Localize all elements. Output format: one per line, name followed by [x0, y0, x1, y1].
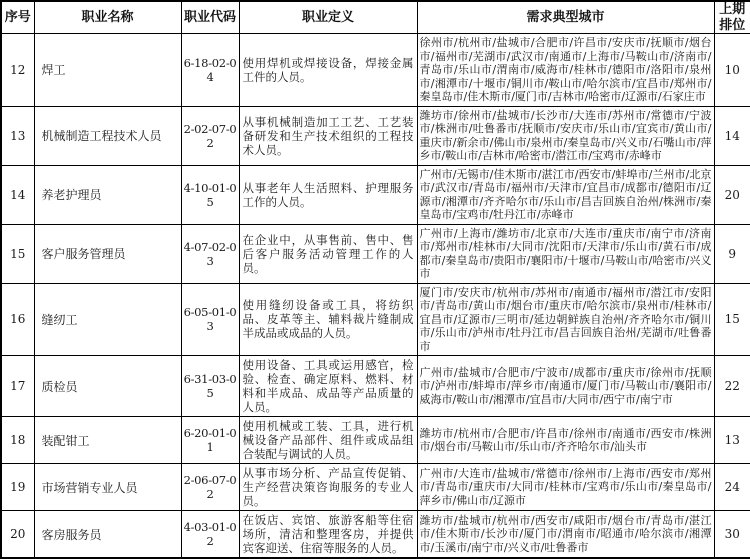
- cell-prev-rank: 13: [714, 417, 750, 464]
- cell-occupation-code: 6-31-03-05: [181, 356, 239, 417]
- cell-prev-rank: 10: [714, 34, 750, 107]
- cell-occupation-code: 4-03-01-02: [181, 511, 239, 559]
- cell-occupation-name: 装配钳工: [34, 417, 181, 464]
- header-definition: 职业定义: [239, 1, 417, 34]
- table-row: [1, 165, 750, 224]
- cell-definition: 从事市场分析、产品宣传促销、生产经营决策咨询服务的专业人员。: [239, 464, 417, 511]
- cell-serial: 15: [1, 224, 34, 283]
- header-occupation-code: 职业代码: [181, 1, 239, 34]
- cell-occupation-name: 焊工: [34, 34, 181, 107]
- cell-cities: 潍坊市/盐城市/杭州市/西安市/咸阳市/烟台市/青岛市/湛江市/佳木斯市/长沙市/厦门市/渭南市/昭通市/哈尔滨市/湘潭市/玉溪市/南宁市/兴义市/吐鲁番市: [417, 511, 714, 559]
- cell-serial: 12: [1, 34, 34, 107]
- header-row: [1, 1, 750, 34]
- cell-prev-rank: 24: [714, 464, 750, 511]
- table-row: [1, 283, 750, 356]
- cell-serial: 14: [1, 165, 34, 224]
- cell-serial: 18: [1, 417, 34, 464]
- cell-prev-rank: 14: [714, 106, 750, 165]
- cell-serial: 17: [1, 356, 34, 417]
- cell-occupation-name: 养老护理员: [34, 165, 181, 224]
- cell-occupation-name: 质检员: [34, 356, 181, 417]
- cell-cities: 广州市/无锡市/佳木斯市/湛江市/西安市/蚌埠市/兰州市/北京市/武汉市/青岛市/福州市/天津市/宜昌市/成都市/德阳市/辽源市/湘潭市/齐齐哈尔市/乐山市/昌吉回族自治州/株洲市/秦皇岛市/宝鸡市/牡丹江市/赤峰市: [417, 165, 714, 224]
- cell-serial: 13: [1, 106, 34, 165]
- cell-prev-rank: 9: [714, 224, 750, 283]
- cell-cities: 广州市/盐城市/合肥市/宁波市/成都市/重庆市/徐州市/抚顺市/泸州市/蚌埠市/萍乡市/南通市/厦门市/马鞍山市/襄阳市/威海市/鞍山市/湘潭市/宜昌市/大同市/西宁市/南宁市: [417, 356, 714, 417]
- cell-cities: 潍坊市/杭州市/合肥市/许昌市/徐州市/南通市/西安市/株洲市/烟台市/马鞍山市/乐山市/齐齐哈尔市/汕头市: [417, 417, 714, 464]
- cell-occupation-name: 市场营销专业人员: [34, 464, 181, 511]
- table-row: [1, 417, 750, 464]
- cell-occupation-code: 4-07-02-03: [181, 224, 239, 283]
- cell-cities: 徐州市/杭州市/盐城市/合肥市/许昌市/安庆市/抚顺市/烟台市/福州市/芜湖市/武汉市/南通市/上海市/马鞍山市/济南市/青岛市/乐山市/渭南市/威海市/桂林市/德阳市/洛阳市/泉州市/湘潭市/十堰市/铜川市/鞍山市/哈尔滨市/宜昌市/郑州市/秦皇岛市/佳木斯市/厦门市/吉林市/哈密市/辽源市/石家庄市: [417, 34, 714, 107]
- cell-occupation-code: 2-02-07-02: [181, 106, 239, 165]
- cell-prev-rank: 22: [714, 356, 750, 417]
- cell-serial: 20: [1, 511, 34, 559]
- cell-prev-rank: 20: [714, 165, 750, 224]
- table-row: [1, 224, 750, 283]
- cell-definition: 使用机械或工装、工具，进行机械设备产品部件、组件或成品组合装配与调试的人员。: [239, 417, 417, 464]
- cell-cities: 厦门市/安庆市/杭州市/苏州市/南通市/福州市/潜江市/安阳市/青岛市/黄山市/烟台市/重庆市/哈尔滨市/泉州市/桂林市/宜昌市/辽源市/三明市/延边朝鲜族自治州/齐齐哈尔市/铜川市/乐山市/泸州市/牡丹江市/昌吉回族自治州/芜湖市/吐鲁番市: [417, 283, 714, 356]
- cell-occupation-name: 客房服务员: [34, 511, 181, 559]
- cell-definition: 从事机械制造加工工艺、工艺装备研发和生产技术组织的工程技术人员。: [239, 106, 417, 165]
- cell-occupation-name: 客户服务管理员: [34, 224, 181, 283]
- cell-serial: 16: [1, 283, 34, 356]
- cell-prev-rank: 30: [714, 511, 750, 559]
- cell-occupation-code: 6-05-01-03: [181, 283, 239, 356]
- cell-occupation-code: 6-20-01-01: [181, 417, 239, 464]
- cell-occupation-code: 2-06-07-02: [181, 464, 239, 511]
- cell-cities: 潍坊市/徐州市/盐城市/长沙市/大连市/苏州市/常德市/宁波市/株洲市/吐鲁番市/抚顺市/安庆市/乐山市/宜宾市/黄山市/重庆市/新余市/佛山市/泉州市/秦皇岛市/兴义市/石嘴山市/萍乡市/鞍山市/吉林市/哈密市/潜江市/宝鸡市/赤峰市: [417, 106, 714, 165]
- cell-occupation-code: 4-10-01-05: [181, 165, 239, 224]
- cell-definition: 使用焊机或焊接设备，焊接金属工件的人员。: [239, 34, 417, 107]
- cell-occupation-code: 6-18-02-04: [181, 34, 239, 107]
- cell-serial: 19: [1, 464, 34, 511]
- cell-definition: 使用设备、工具或运用感官，检验、检查、确定原料、燃料、材料和半成品、成品等产品质量的人员。: [239, 356, 417, 417]
- cell-definition: 在饭店、宾馆、旅游客船等住宿场所，清洁和整理客房，并提供宾客迎送、住宿等服务的人员。: [239, 511, 417, 559]
- cell-occupation-name: 机械制造工程技术人员: [34, 106, 181, 165]
- table-row: [1, 106, 750, 165]
- cell-cities: 广州市/大连市/盐城市/常德市/徐州市/上海市/西安市/郑州市/青岛市/重庆市/大同市/桂林市/宝鸡市/乐山市/秦皇岛市/萍乡市/佛山市/辽源市: [417, 464, 714, 511]
- table-row: [1, 356, 750, 417]
- cell-definition: 使用缝纫设备或工具，将纺织品、皮革等主、辅料裁片缝制成半成品或成品的人员。: [239, 283, 417, 356]
- header-prev-rank: 上期排位: [714, 1, 750, 34]
- cell-occupation-name: 缝纫工: [34, 283, 181, 356]
- header-occupation-name: 职业名称: [34, 1, 181, 34]
- cell-prev-rank: 15: [714, 283, 750, 356]
- table-row: [1, 464, 750, 511]
- table-row: [1, 511, 750, 559]
- cell-definition: 在企业中，从事售前、售中、售后客户服务活动管理工作的人员。: [239, 224, 417, 283]
- header-cities: 需求典型城市: [417, 1, 714, 34]
- header-serial: 序号: [1, 1, 34, 34]
- table-row: [1, 34, 750, 107]
- cell-cities: 广州市/上海市/潍坊市/北京市/大连市/重庆市/南宁市/济南市/郑州市/桂林市/大同市/沈阳市/天津市/乐山市/黄石市/成都市/秦皇岛市/贵阳市/襄阳市/十堰市/马鞍山市/哈密市/兴义市: [417, 224, 714, 283]
- cell-definition: 从事老年人生活照料、护理服务工作的人员。: [239, 165, 417, 224]
